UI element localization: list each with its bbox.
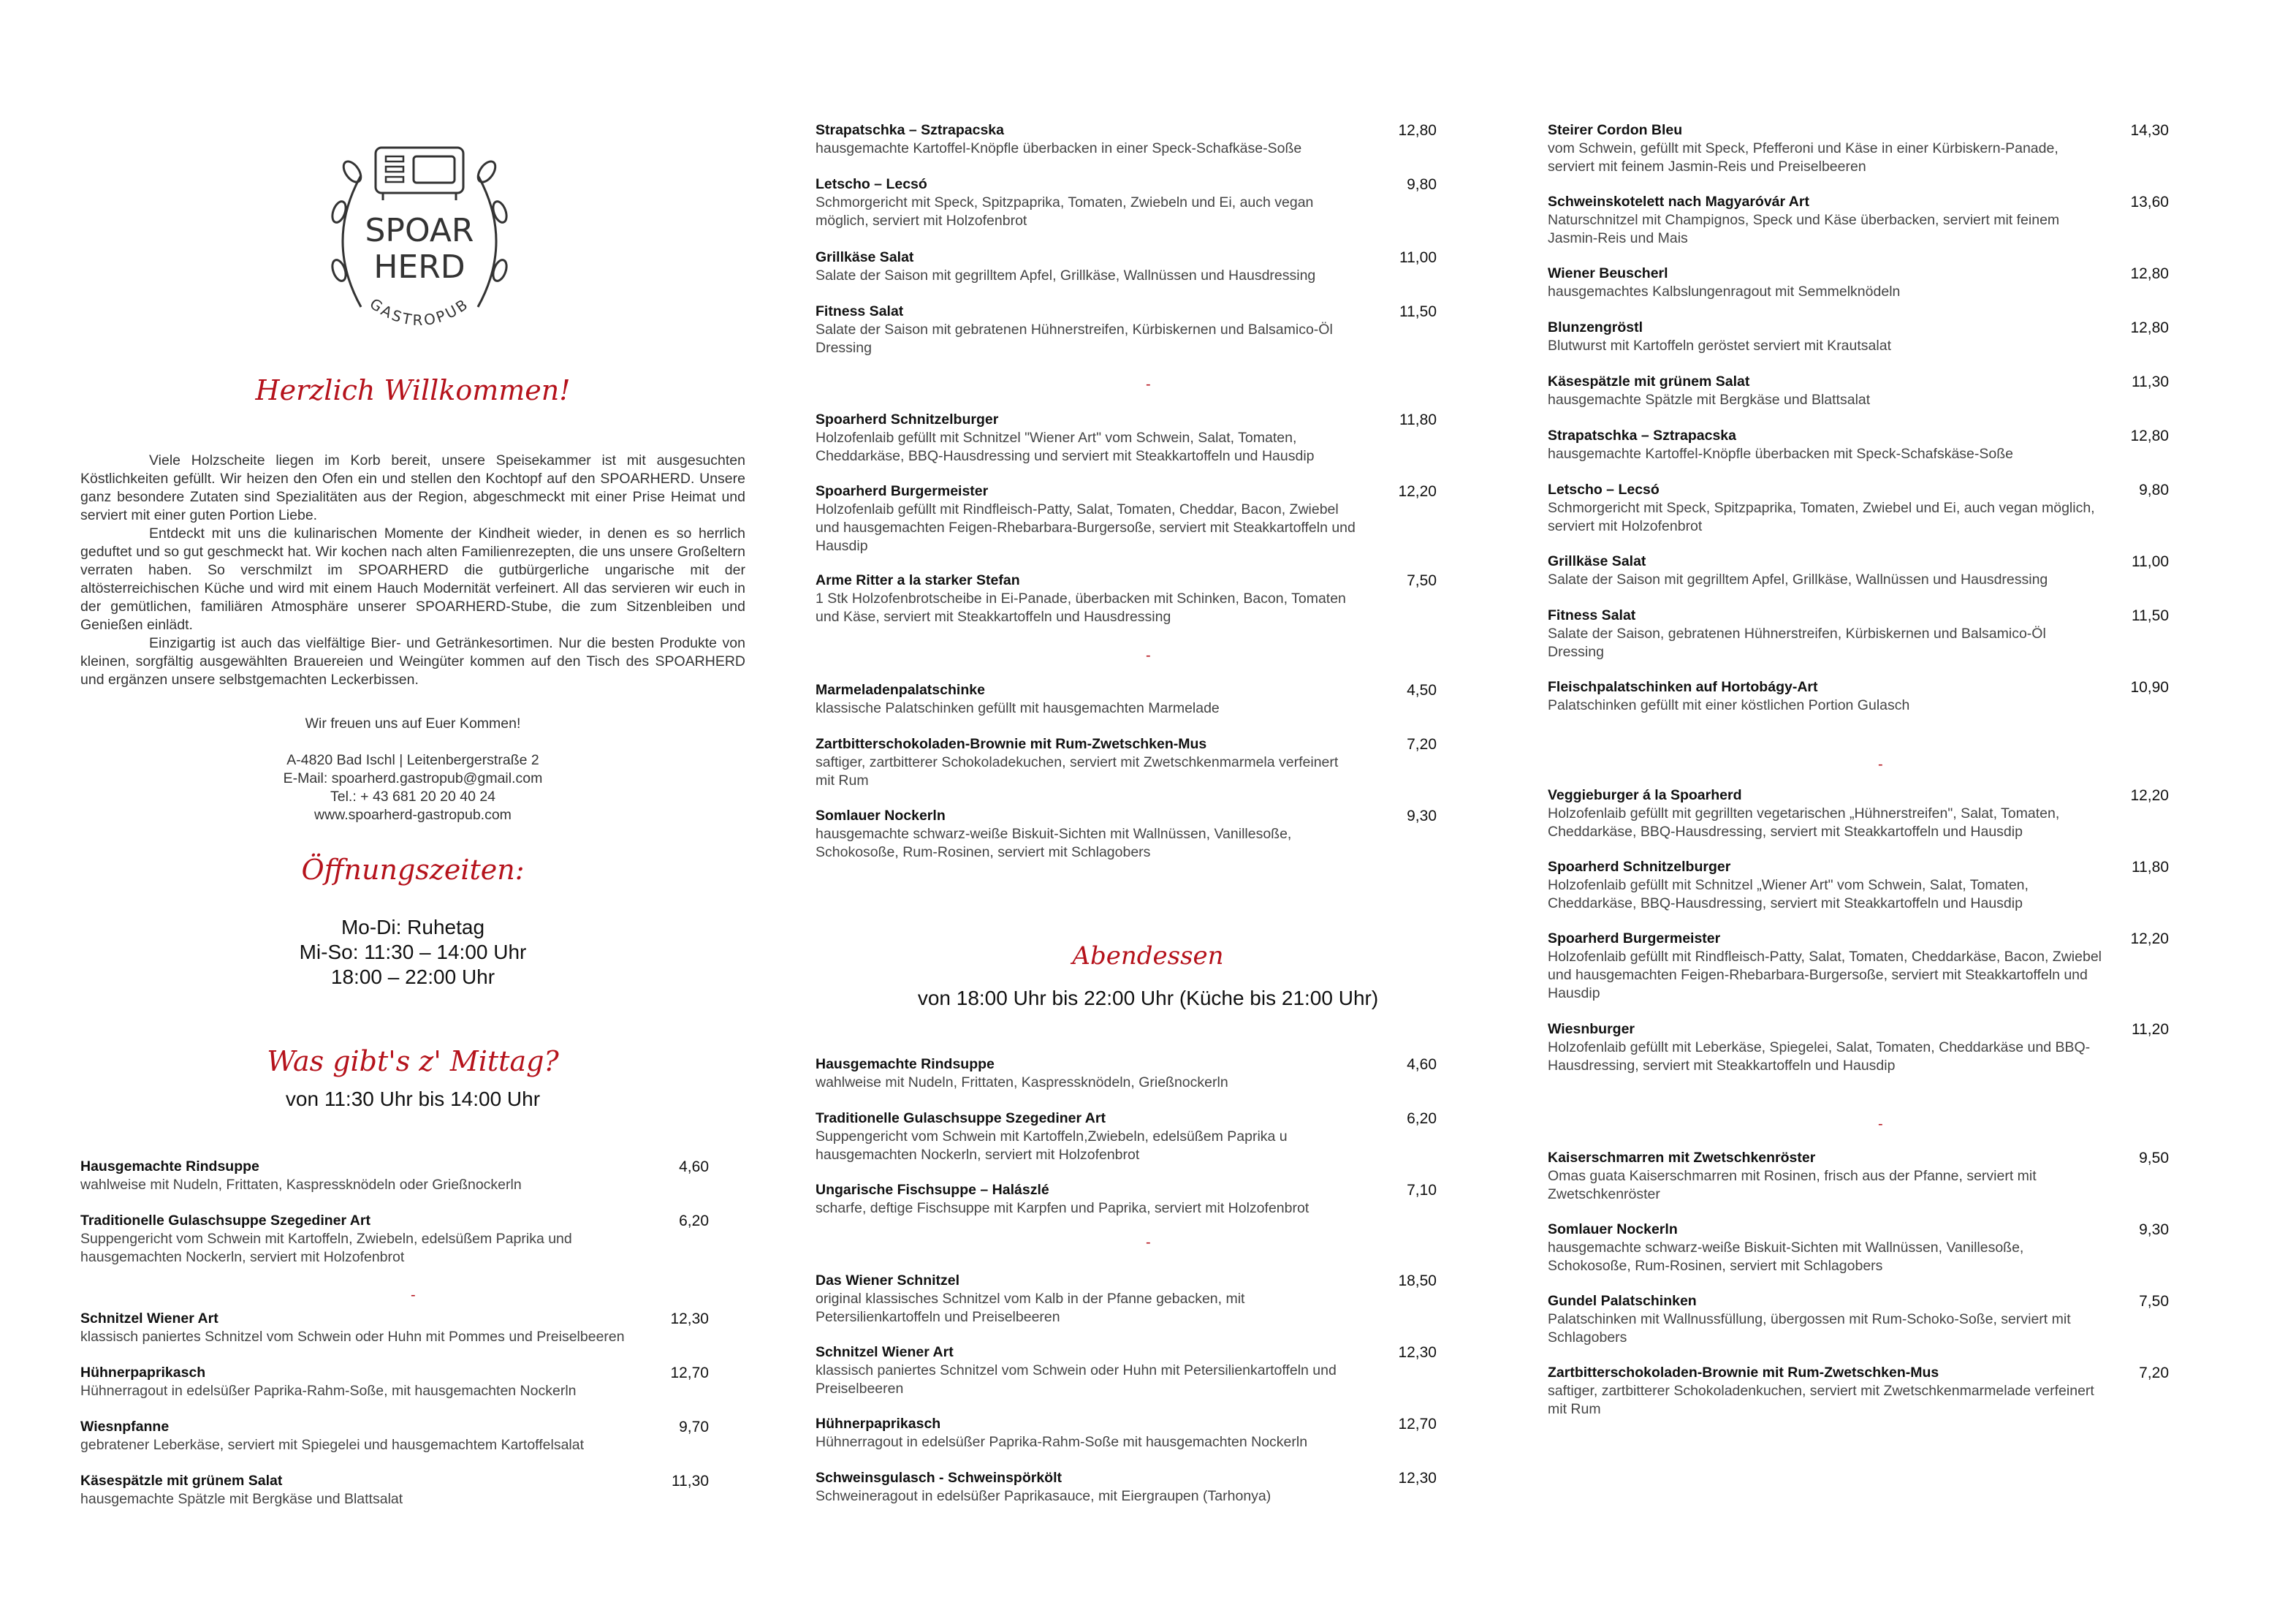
menu-item-price: 11,30 — [672, 1473, 709, 1490]
contact-phone: Tel.: + 43 681 20 20 40 24 — [330, 789, 496, 805]
menu-item — [1548, 319, 2169, 355]
menu-item — [1548, 265, 2169, 301]
menu-item — [816, 1055, 1437, 1092]
menu-item-description: scharfe, deftige Fischsuppe mit Karpfen und Paprika, serviert mit Holzofenbrot — [816, 1200, 1309, 1216]
menu-item-name: Spoarherd Schnitzelburger — [1548, 859, 1731, 875]
menu-item-price: 12,20 — [2130, 930, 2169, 947]
menu-item — [816, 482, 1437, 555]
menu-item-description: wahlweise mit Nudeln, Frittaten, Kaspressknödeln oder Grießnockerln — [80, 1177, 522, 1193]
menu-item-name: Spoarherd Schnitzelburger — [816, 411, 999, 428]
menu-item-name: Käsespätzle mit grünem Salat — [80, 1473, 283, 1489]
menu-item-description: Schmorgericht mit Speck, Spitzpaprika, Tomaten, Zwiebel und Ei, auch vegan möglich, serviert mit Holzofenbrot — [1548, 500, 2095, 534]
menu-item-price: 6,20 — [1407, 1110, 1437, 1127]
menu-item-name: Schweinskotelett nach Magyaróvár Art — [1548, 194, 1809, 210]
menu-item-description: Hühnerragout in edelsüßer Paprika-Rahm-Soße, mit hausgemachten Nockerln — [80, 1383, 577, 1399]
menu-item-description: Schweineragout in edelsüßer Paprikasauce, mit Eiergraupen (Tarhonya) — [816, 1488, 1271, 1504]
menu-item-name: Marmeladenpalatschinke — [816, 682, 985, 698]
menu-item — [816, 303, 1437, 357]
menu-item-name: Fitness Salat — [1548, 607, 1636, 623]
contact-email: E-Mail: spoarherd.gastropub@gmail.com — [283, 770, 543, 786]
menu-item-price: 9,80 — [2139, 482, 2169, 498]
menu-item — [1548, 1292, 2169, 1347]
svg-text:SPOAR: SPOAR — [365, 212, 474, 249]
menu-item-name: Wiener Beuscherl — [1548, 265, 1668, 281]
menu-item-price: 12,20 — [1398, 483, 1437, 500]
menu-item-price: 12,80 — [2130, 428, 2169, 444]
menu-item — [80, 1364, 709, 1400]
menu-item-price: 11,50 — [2132, 607, 2169, 624]
menu-item-name: Zartbitterschokoladen-Brownie mit Rum-Zwetschken-Mus — [816, 736, 1207, 752]
menu-item-name: Traditionelle Gulaschsuppe Szegediner Art — [80, 1213, 370, 1229]
menu-item-name: Fleischpalatschinken auf Hortobágy-Art — [1548, 679, 1818, 695]
column-right — [1548, 0, 2176, 1624]
menu-item-price: 7,20 — [2139, 1365, 2169, 1381]
menu-item-description: Hühnerragout in edelsüßer Paprika-Rahm-Soße mit hausgemachten Nockerln — [816, 1434, 1308, 1450]
menu-item — [816, 681, 1437, 718]
menu-item-description: klassische Palatschinken gefüllt mit hausgemachten Marmelade — [816, 700, 1220, 716]
menu-item-description: Schmorgericht mit Speck, Spitzpaprika, Tomaten, Zwiebeln und Ei, auch vegan möglich, serviert mit Holzofenbrot — [816, 194, 1314, 229]
menu-item-description: Salate der Saison, gebratenen Hühnerstreifen, Kürbiskernen und Balsamico-Öl Dressing — [1548, 626, 2046, 660]
menu-item-description: Palatschinken mit Wallnussfüllung, übergossen mit Rum-Schoko-Soße, serviert mit Schlagobers — [1548, 1311, 2071, 1346]
menu-item-name: Letscho – Lecsó — [816, 176, 927, 192]
menu-item — [816, 735, 1437, 790]
hours-line: Mo-Di: Ruhetag — [341, 916, 485, 938]
menu-item-price: 12,30 — [670, 1310, 709, 1327]
menu-item-name: Strapatschka – Sztrapacska — [816, 122, 1004, 138]
welcome-paragraph: Viele Holzscheite liegen im Korb bereit, unsere Speisekammer ist mit ausgesuchten Köstlichkeiten gefüllt. Wir heizen den Ofen ein und stellen den Kochtopf auf den SPOARHERD. Unsere ganz besondere Zutaten sind Spezialitäten aus der Region, abgeschmeckt mit einer Prise Heimat und serviert mit einer guten Portion Liebe. — [80, 452, 745, 523]
menu-item-name: Hausgemachte Rindsuppe — [816, 1056, 995, 1072]
menu-item-description: klassisch paniertes Schnitzel vom Schwein oder Huhn mit Petersilienkartoffeln und Preiselbeeren — [816, 1362, 1337, 1397]
menu-item — [1548, 858, 2169, 913]
menu-item-description: Salate der Saison mit gegrilltem Apfel, Grillkäse, Wallnüssen und Hausdressing — [816, 267, 1316, 284]
menu-item-price: 12,80 — [1398, 122, 1437, 139]
menu-item-name: Wiesnpfanne — [80, 1419, 170, 1435]
menu-item-description: Blutwurst mit Kartoffeln geröstet serviert mit Krautsalat — [1548, 338, 1891, 354]
menu-item-description: wahlweise mit Nudeln, Frittaten, Kaspressknödeln, Grießnockerln — [816, 1074, 1228, 1090]
menu-item — [816, 1109, 1437, 1164]
menu-item-description: Suppengericht vom Schwein mit Kartoffeln, Zwiebeln, edelsüßem Paprika und hausgemachten Nockerln, serviert mit Holzofenbrot — [80, 1231, 572, 1265]
menu-item-name: Kaiserschmarren mit Zwetschkenröster — [1548, 1150, 1816, 1166]
menu-item-price: 9,80 — [1407, 176, 1437, 193]
menu-item — [816, 1272, 1437, 1327]
menu-item — [1548, 607, 2169, 661]
menu-item-price: 6,20 — [679, 1213, 709, 1229]
menu-item-description: saftiger, zartbitterer Schokoladekuchen, serviert mit Zwetschkenmarmela verfeinert mit Rum — [816, 754, 1339, 789]
menu-item-description: Holzofenlaib gefüllt mit gegrillten vegetarischen „Hühnerstreifen", Salat, Tomaten, Cheddarkäse, BBQ-Hausdressing, serviert mit Steakkartoffeln und Hausdip — [1548, 805, 2060, 840]
menu-item-description: Holzofenlaib gefüllt mit Rindfleisch-Patty, Salat, Tomaten, Cheddarkäse, Bacon, Zwiebel und hausgemachten Feigen-Rhebarbara-Burgersoße, serviert mit Steakkartoffeln und Hausdip — [1548, 949, 2102, 1001]
menu-item-description: hausgemachte Kartoffel-Knöpfle überbacken mit Speck-Schafskäse-Soße — [1548, 446, 2013, 462]
menu-item-price: 4,60 — [1407, 1056, 1437, 1073]
menu-item — [1548, 1020, 2169, 1075]
menu-item-price: 7,10 — [1407, 1182, 1437, 1199]
menu-item-name: Zartbitterschokoladen-Brownie mit Rum-Zwetschken-Mus — [1548, 1365, 1939, 1381]
welcome-paragraph: Entdeckt mit uns die kulinarischen Momente der Kindheit wieder, in denen es so herrlich geduftet und so gut geschmeckt hat. Wir kochen nach alten Familienrezepten, die uns unsere Großeltern verraten haben. So verschmilzt im SPOARHERD die gutbürgerliche ungarische mit der altösterreichischen Küche und wird mit einem Hauch Modernität verfeinert. All das servieren wir euch in der gemütlichen, familiären Atmosphäre unserer SPOARHERD-Stube, die zum Sitzenbleiben und Genießen einlädt. — [80, 525, 745, 633]
menu-item — [1548, 481, 2169, 536]
menu-item-price: 12,70 — [1398, 1416, 1437, 1433]
menu-item — [816, 175, 1437, 230]
menu-item — [80, 1472, 709, 1509]
menu-item-price: 11,20 — [2132, 1021, 2169, 1038]
spoarherd-logo — [310, 132, 529, 351]
menu-item-price: 11,00 — [2132, 553, 2169, 570]
menu-item-price: 18,50 — [1398, 1272, 1437, 1289]
menu-item-name: Veggieburger á la Spoarherd — [1548, 787, 1742, 803]
menu-item-name: Wiesnburger — [1548, 1021, 1635, 1037]
menu-item-price: 4,60 — [679, 1158, 709, 1175]
menu-item-description: Omas guata Kaiserschmarren mit Rosinen, frisch aus der Pfanne, serviert mit Zwetschkenröster — [1548, 1168, 2037, 1202]
menu-item — [1548, 553, 2169, 589]
menu-item-price: 11,50 — [1399, 303, 1437, 320]
menu-item-description: Salate der Saison mit gebratenen Hühnerstreifen, Kürbiskernen und Balsamico-Öl Dressing — [816, 322, 1333, 356]
menu-item-name: Hausgemachte Rindsuppe — [80, 1158, 259, 1175]
welcome-heading: Herzlich Willkommen! — [255, 374, 571, 406]
separator: - — [1146, 376, 1151, 392]
menu-item-price: 10,90 — [2130, 679, 2169, 696]
separator: - — [1146, 648, 1151, 664]
menu-item-name: Hühnerpaprikasch — [816, 1416, 941, 1432]
menu-item-description: Palatschinken gefüllt mit einer köstlichen Portion Gulasch — [1548, 697, 1910, 713]
menu-item-price: 12,80 — [2130, 265, 2169, 282]
menu-item-description: vom Schwein, gefüllt mit Speck, Pfefferoni und Käse in einer Kürbiskern-Panade, serviert mit feinem Jasmin-Reis und Preiselbeeren — [1548, 140, 2059, 175]
lunch-heading: Was gibt's z' Mittag? — [267, 1045, 559, 1077]
menu-item-price: 9,30 — [2139, 1221, 2169, 1238]
menu-item-name: Gundel Palatschinken — [1548, 1293, 1697, 1309]
menu-item — [816, 1343, 1437, 1398]
menu-item-price: 7,20 — [1407, 736, 1437, 753]
menu-item-description: Holzofenlaib gefüllt mit Schnitzel "Wiener Art" vom Schwein, Salat, Tomaten, Cheddarkäse, BBQ-Hausdressing und serviert mit Steakkartoffeln und Hausdip — [816, 430, 1315, 464]
menu-item-name: Somlauer Nockerln — [816, 808, 946, 824]
separator: - — [411, 1287, 416, 1303]
menu-item — [1548, 678, 2169, 715]
menu-item-name: Steirer Cordon Bleu — [1548, 122, 1683, 138]
menu-item-price: 7,50 — [1407, 572, 1437, 589]
column-middle — [816, 0, 1444, 1624]
logo-wreath-icon — [310, 132, 529, 351]
menu-item — [816, 1181, 1437, 1218]
menu-item-name: Arme Ritter a la starker Stefan — [816, 572, 1020, 588]
menu-item-price: 11,00 — [1399, 249, 1437, 266]
menu-item-description: Naturschnitzel mit Champignos, Speck und Käse überbacken, serviert mit feinem Jasmin-Reis und Mais — [1548, 212, 2060, 246]
dinner-subheading: von 18:00 Uhr bis 22:00 Uhr (Küche bis 21:00 Uhr) — [917, 987, 1379, 1009]
menu-item-price: 11,30 — [2132, 373, 2169, 390]
menu-item-name: Blunzengröstl — [1548, 319, 1643, 335]
menu-item-price: 12,20 — [2130, 787, 2169, 804]
menu-item-name: Käsespätzle mit grünem Salat — [1548, 373, 1750, 390]
menu-item-price: 11,80 — [2132, 859, 2169, 876]
menu-item-name: Grillkäse Salat — [816, 249, 914, 265]
menu-item-description: hausgemachte Kartoffel-Knöpfle überbacken in einer Speck-Schafkäse-Soße — [816, 140, 1302, 156]
menu-item — [816, 1415, 1437, 1452]
menu-item — [1548, 427, 2169, 463]
column-left — [80, 0, 745, 1624]
menu-item-description: Suppengericht vom Schwein mit Kartoffeln,Zwiebeln, edelsüßem Paprika u hausgemachten Nockerln, serviert mit Holzofenbrot — [816, 1128, 1288, 1163]
menu-item-description: Salate der Saison mit gegrilltem Apfel, Grillkäse, Wallnüssen und Hausdressing — [1548, 572, 2048, 588]
menu-item-description: gebratener Leberkäse, serviert mit Spiegelei und hausgemachtem Kartoffelsalat — [80, 1437, 585, 1453]
menu-item-price: 11,80 — [1399, 411, 1437, 428]
menu-item — [1548, 121, 2169, 176]
menu-item — [816, 248, 1437, 285]
menu-item-description: Holzofenlaib gefüllt mit Schnitzel „Wiener Art" vom Schwein, Salat, Tomaten, Cheddarkäse, BBQ-Hausdressing, serviert mit Steakkartoffeln und Hausdip — [1548, 877, 2029, 911]
menu-item-price: 9,30 — [1407, 808, 1437, 824]
menu-item — [1548, 1221, 2169, 1275]
separator: - — [1146, 1234, 1151, 1251]
menu-item-description: hausgemachte Spätzle mit Bergkäse und Blattsalat — [1548, 392, 1871, 408]
menu-item-price: 9,70 — [679, 1419, 709, 1435]
svg-text:HERD: HERD — [373, 248, 465, 286]
svg-text:GASTROPUB: GASTROPUB — [366, 295, 473, 330]
hours-line: Mi-So: 11:30 – 14:00 Uhr — [299, 941, 527, 963]
opening-hours-heading: Öffnungszeiten: — [301, 854, 525, 886]
menu-item-name: Somlauer Nockerln — [1548, 1221, 1678, 1237]
separator: - — [1878, 1116, 1883, 1132]
menu-item-name: Letscho – Lecsó — [1548, 482, 1660, 498]
welcome-paragraph: Einzigartig ist auch das vielfältige Bier- und Getränkesortimen. Nur die besten Produkte von kleinen, sorgfältig ausgewählten Brauereien und Weingüter kommen auf den Tisch des SPOARHERD und ergänzen unsere selbstgemachten Leckerbissen. — [80, 635, 745, 688]
menu-item — [816, 1469, 1437, 1506]
menu-item-description: hausgemachte Spätzle mit Bergkäse und Blattsalat — [80, 1491, 403, 1507]
menu-item — [1548, 930, 2169, 1003]
menu-item-name: Schnitzel Wiener Art — [80, 1310, 218, 1327]
dinner-heading: Abendessen — [1072, 941, 1224, 971]
menu-item — [1548, 786, 2169, 841]
closing-text: Wir freuen uns auf Euer Kommen! — [305, 716, 521, 732]
menu-item — [816, 411, 1437, 466]
menu-item — [1548, 373, 2169, 409]
menu-item-price: 4,50 — [1407, 682, 1437, 699]
menu-item — [80, 1418, 709, 1454]
menu-item — [80, 1158, 709, 1194]
menu-item — [80, 1310, 709, 1346]
hours-line: 18:00 – 22:00 Uhr — [330, 965, 495, 988]
menu-item-price: 9,50 — [2139, 1150, 2169, 1166]
lunch-subheading: von 11:30 Uhr bis 14:00 Uhr — [285, 1088, 541, 1110]
menu-item-price: 12,80 — [2130, 319, 2169, 336]
welcome-text — [80, 452, 745, 689]
menu-item — [816, 807, 1437, 862]
menu-item — [1548, 1364, 2169, 1419]
opening-hours — [80, 915, 745, 990]
menu-item — [816, 121, 1437, 158]
menu-item-description: hausgemachtes Kalbslungenragout mit Semmelknödeln — [1548, 284, 1901, 300]
menu-item-price: 14,30 — [2130, 122, 2169, 139]
menu-item-name: Das Wiener Schnitzel — [816, 1272, 960, 1289]
menu-item — [816, 572, 1437, 626]
menu-item-price: 13,60 — [2130, 194, 2169, 210]
menu-item-description: Holzofenlaib gefüllt mit Leberkäse, Spiegelei, Salat, Tomaten, Cheddarkäse und BBQ-Hausdressing, serviert mit Steakkartoffeln und Hausdip — [1548, 1039, 2091, 1074]
menu-item-price: 12,70 — [670, 1365, 709, 1381]
menu-item-name: Schnitzel Wiener Art — [816, 1344, 954, 1360]
contact-block — [80, 751, 745, 824]
contact-website: www.spoarherd-gastropub.com — [314, 807, 512, 823]
menu-item-name: Schweinsgulasch - Schweinspörkölt — [816, 1470, 1062, 1486]
menu-item-name: Spoarherd Burgermeister — [1548, 930, 1721, 946]
menu-item-description: 1 Stk Holzofenbrotscheibe in Ei-Panade, überbacken mit Schinken, Bacon, Tomaten und Käse, serviert mit Steakkartoffeln und Hausdressing — [816, 591, 1346, 625]
menu-item-name: Grillkäse Salat — [1548, 553, 1646, 569]
menu-item-description: klassisch paniertes Schnitzel vom Schwein oder Huhn mit Pommes und Preiselbeeren — [80, 1329, 625, 1345]
menu-item-description: saftiger, zartbitterer Schokoladenkuchen, serviert mit Zwetschkenmarmelade verfeinert mit Rum — [1548, 1383, 2094, 1417]
menu-item — [1548, 1149, 2169, 1204]
menu-item-price: 7,50 — [2139, 1293, 2169, 1310]
menu-item-name: Traditionelle Gulaschsuppe Szegediner Art — [816, 1110, 1106, 1126]
menu-item — [1548, 193, 2169, 248]
menu-item-name: Hühnerpaprikasch — [80, 1365, 206, 1381]
menu-item-price: 12,30 — [1398, 1470, 1437, 1487]
menu-item-description: hausgemachte schwarz-weiße Biskuit-Sichten mit Wallnüssen, Vanillesoße, Schokosoße, Rum-Rosinen, serviert mit Schlagobers — [1548, 1240, 2024, 1274]
menu-item-name: Strapatschka – Sztrapacska — [1548, 428, 1736, 444]
separator: - — [1878, 756, 1883, 773]
contact-address: A-4820 Bad Ischl | Leitenbergerstraße 2 — [286, 752, 539, 768]
menu-item-description: original klassisches Schnitzel vom Kalb in der Pfanne gebacken, mit Petersilienkartoffeln und Preiselbeeren — [816, 1291, 1245, 1325]
menu-item-name: Spoarherd Burgermeister — [816, 483, 989, 499]
menu-item-name: Fitness Salat — [816, 303, 904, 319]
menu-item-description: Holzofenlaib gefüllt mit Rindfleisch-Patty, Salat, Tomaten, Cheddar, Bacon, Zwiebel und hausgemachten Feigen-Rhebarbara-Burgersoße, serviert mit Steakkartoffeln und Hausdip — [816, 501, 1356, 554]
menu-item — [80, 1212, 709, 1267]
menu-item-description: hausgemachte schwarz-weiße Biskuit-Sichten mit Wallnüssen, Vanillesoße, Schokosoße, Rum-Rosinen, serviert mit Schlagobers — [816, 826, 1292, 860]
menu-item-name: Ungarische Fischsuppe – Halászlé — [816, 1182, 1049, 1198]
menu-item-price: 12,30 — [1398, 1344, 1437, 1361]
